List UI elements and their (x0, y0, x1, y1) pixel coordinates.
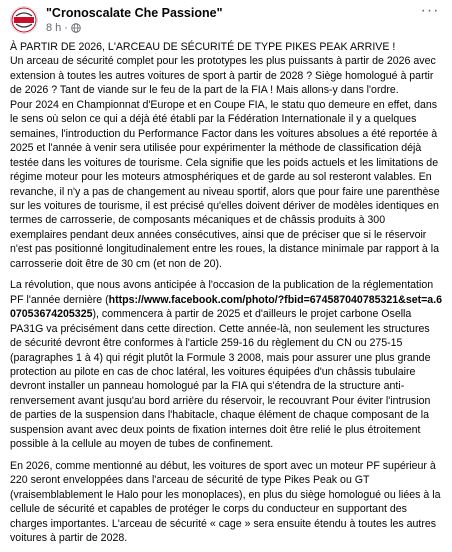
facebook-photo-link[interactable]: https://www.facebook.com/photo/?fbid=674587040785321&set=a.607053674205325 (10, 293, 443, 321)
post-paragraph-revolution (10, 278, 444, 451)
post-paragraph-intro: Un arceau de sécurité complet pour les prototypes les plus puissants à partir de 2026 avec extension à toutes les autres voitures de sport à partir de 2028 ? Siège homologué à partir de 2026 ? Tant de viande sur le feu de la part de la FIA ! Mais allons-y dans l'ordre. (10, 55, 436, 97)
post-paragraph-2026: En 2026, comme mentionné au début, les voitures de sport avec un moteur PF supérieur à 220 seront enveloppées dans l'arceau de sécurité de type Pikes Peak ou GT (vraisemblablement le Halo pour les monoplaces), en plus du siège homologué ou liées à la cellule de sécurité et capables de protéger le corps du conducteur en supportant des charges importantes. L'arceau de sécurité « cage » sera ensuite étendu à toutes les autres voitures à partir de 2028. (10, 459, 441, 544)
post-paragraph-2024: Pour 2024 en Championnat d'Europe et en Coupe FIA, le statu quo demeure en effet, dans le sens où selon ce qui a déjà été établi par la Fédération Internationale il y a quelques semaines, l'introduction du Performance Factor dans les voitures absolues a été reportée à 2025 et l'année à venir sera utilisée pour expérimenter la méthode de classification déjà testée dans les voitures de tourisme. Cela signifie que les poids actuels et les limitations de régime moteur pour les moteurs atmosphériques et de garde au sol resteront valables. En revanche, il n'y a pas de changement au niveau sportif, alors que pour faire une parenthèse sur les voitures de tourisme, il est précisé qu'elles doivent dériver de modèles identiques en termes de carrosserie, de composants mécaniques et de châssis produits à 300 exemplaires pendant deux années consécutives, ainsi que de préciser que si le réservoir n'est pas positionné longitudinalement entre les roues, la distance minimale par rapport à la carrosserie doit être de 30 cm (et non de 20). (10, 98, 440, 270)
post-paragraph-title: À PARTIR DE 2026, L'ARCEAU DE SÉCURITÉ DE TYPE PIKES PEAK ARRIVE ! (10, 41, 396, 53)
more-options-button[interactable]: ··· (420, 2, 440, 19)
post-time[interactable]: 8 h (46, 22, 62, 34)
post-header (10, 4, 442, 44)
globe-icon (71, 23, 81, 33)
paragraph-text-before-link: La révolution, que nous avons anticipée à l'occasion de la publication de la réglementation PF l'année dernière ( (10, 279, 434, 306)
meta-separator: · (64, 22, 68, 34)
post-meta (46, 22, 81, 34)
post-body (10, 40, 444, 552)
page-name[interactable]: "Cronoscalate Che Passione" (46, 6, 223, 20)
page-avatar[interactable] (10, 6, 38, 34)
paragraph-text-after-link: ), commencera à partir de 2025 et d'ailleurs le projet carbone Osella PA31G va précisément dans cette direction. Cette année-là, non seulement les structures de sécurité devront être conformes à l'article 259-16 du règlement du CN ou 275-15 (paragraphes 1 à 4) qui régit plutôt la Formule 3 2008, mais pour assurer une plus grande protection au pilote en cas de choc latéral, les voitures équipées d'un châssis tubulaire devront installer un panneau homologué par la FIA qui s'étendra de la structure anti-renversement avant jusqu'au bord arrière du réservoir, le recouvrant Pour éviter l'intrusion de parties de la suspension dans l'habitacle, chaque élément de chaque composant de la suspension avant avec deux points de fixation internes doit être relié le plus étroitement possible à la cellule au moyen de tubes de confinement. (10, 308, 431, 451)
cronoscalate-logo-icon (11, 7, 37, 33)
